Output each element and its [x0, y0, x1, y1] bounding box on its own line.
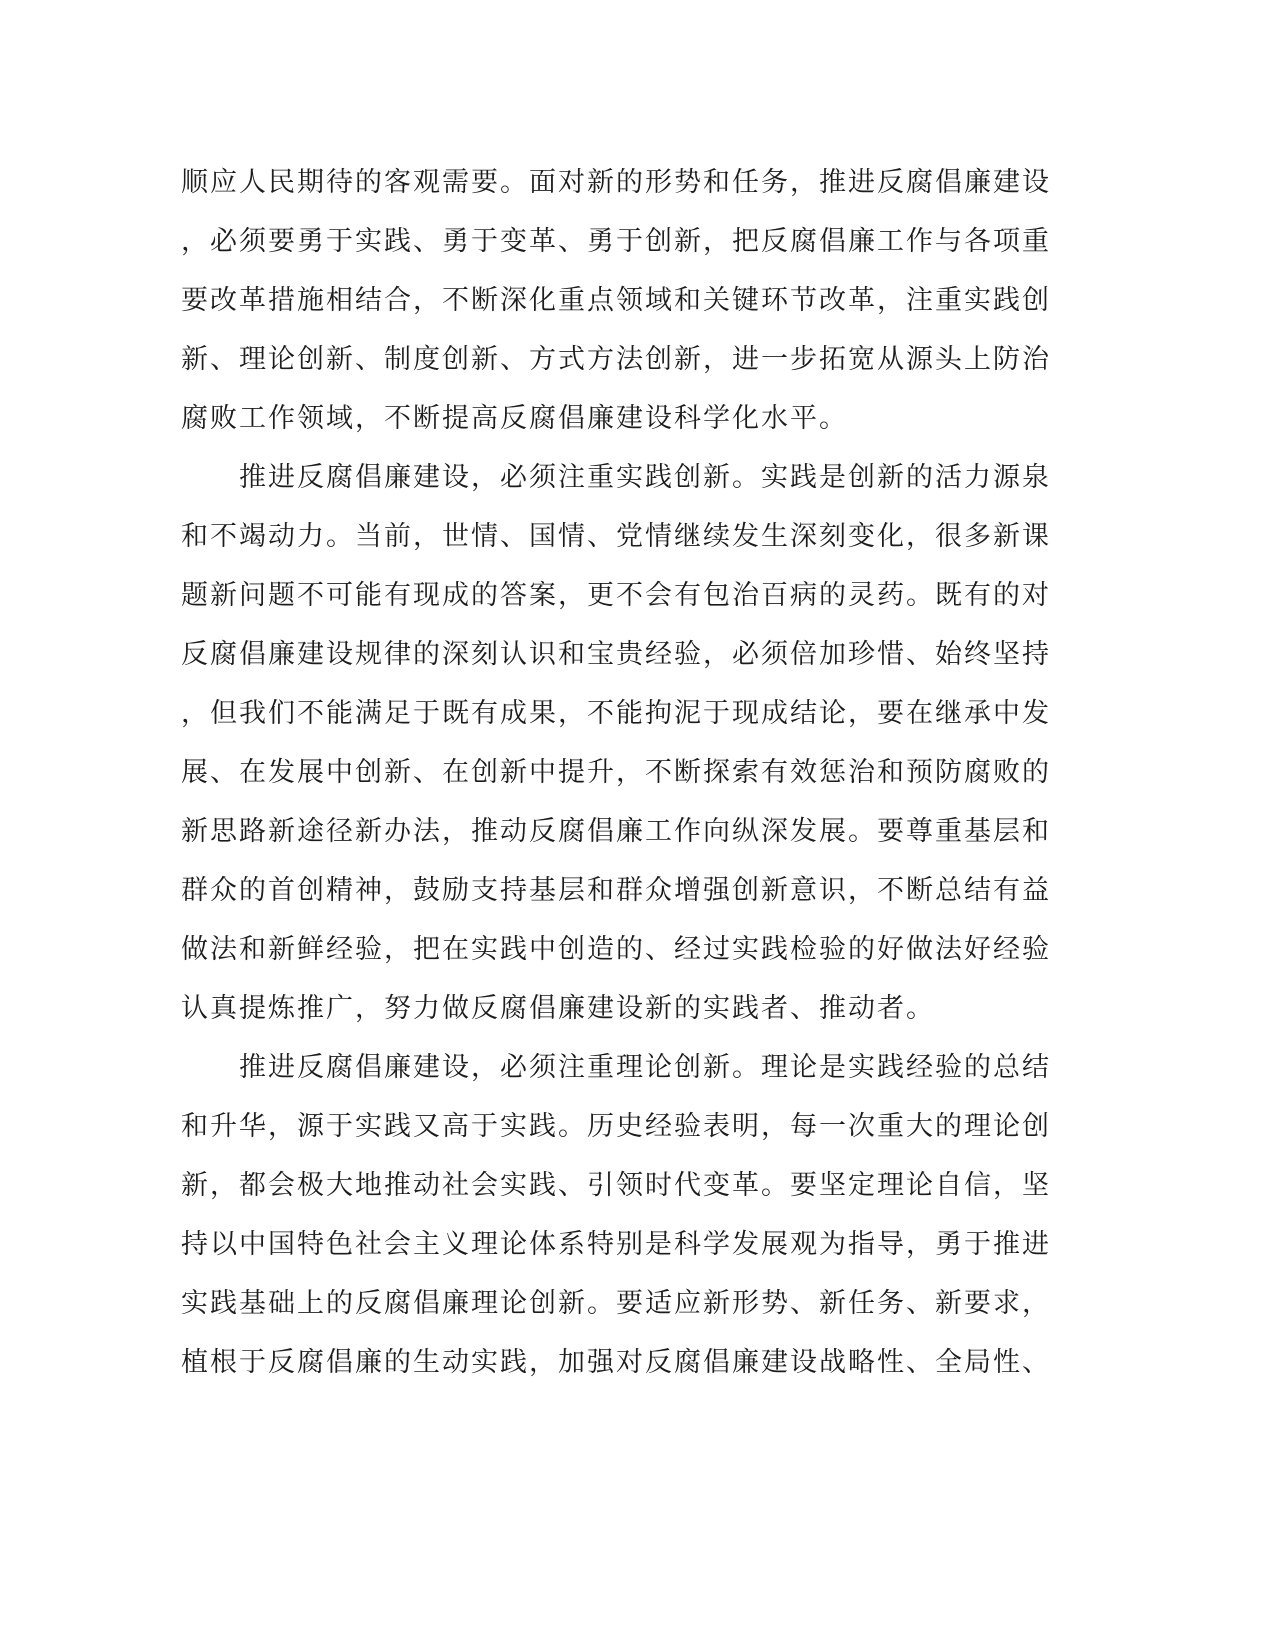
text-line: 做法和新鲜经验，把在实践中创造的、经过实践检验的好做法好经验 [181, 934, 1051, 965]
text-line: 认真提炼推广，努力做反腐倡廉建设新的实践者、推动者。 [181, 993, 935, 1024]
text-line: 推进反腐倡廉建设，必须注重实践创新。实践是创新的活力源泉 [181, 462, 1051, 493]
text-line: 题新问题不可能有现成的答案，更不会有包治百病的灵药。既有的对 [181, 580, 1051, 611]
text-line: 反腐倡廉建设规律的深刻认识和宝贵经验，必须倍加珍惜、始终坚持 [181, 639, 1051, 670]
text-line: 和升华，源于实践又高于实践。历史经验表明，每一次重大的理论创 [181, 1111, 1051, 1142]
text-line: 顺应人民期待的客观需要。面对新的形势和任务，推进反腐倡廉建设 [181, 167, 1051, 198]
text-line: 推进反腐倡廉建设，必须注重理论创新。理论是实践经验的总结 [181, 1052, 1051, 1083]
text-line: 新，都会极大地推动社会实践、引领时代变革。要坚定理论自信，坚 [181, 1170, 1051, 1201]
text-line: 和不竭动力。当前，世情、国情、党情继续发生深刻变化，很多新课 [181, 521, 1051, 552]
text-line: 要改革措施相结合，不断深化重点领域和关键环节改革，注重实践创 [181, 285, 1051, 316]
text-line: 持以中国特色社会主义理论体系特别是科学发展观为指导，勇于推进 [181, 1229, 1051, 1260]
text-line: 植根于反腐倡廉的生动实践，加强对反腐倡廉建设战略性、全局性、 [181, 1347, 1051, 1378]
text-line: 实践基础上的反腐倡廉理论创新。要适应新形势、新任务、新要求， [181, 1288, 1051, 1319]
text-line: 新、理论创新、制度创新、方式方法创新，进一步拓宽从源头上防治 [181, 344, 1051, 375]
text-line: ，必须要勇于实践、勇于变革、勇于创新，把反腐倡廉工作与各项重 [181, 226, 1051, 257]
text-line: 新思路新途径新办法，推动反腐倡廉工作向纵深发展。要尊重基层和 [181, 816, 1051, 847]
text-line: 展、在发展中创新、在创新中提升，不断探索有效惩治和预防腐败的 [181, 757, 1051, 788]
text-line: ，但我们不能满足于既有成果，不能拘泥于现成结论，要在继承中发 [181, 698, 1051, 729]
text-line: 腐败工作领域，不断提高反腐倡廉建设科学化水平。 [181, 403, 848, 434]
body-text [181, 161, 1081, 1400]
text-line: 群众的首创精神，鼓励支持基层和群众增强创新意识，不断总结有益 [181, 875, 1051, 906]
